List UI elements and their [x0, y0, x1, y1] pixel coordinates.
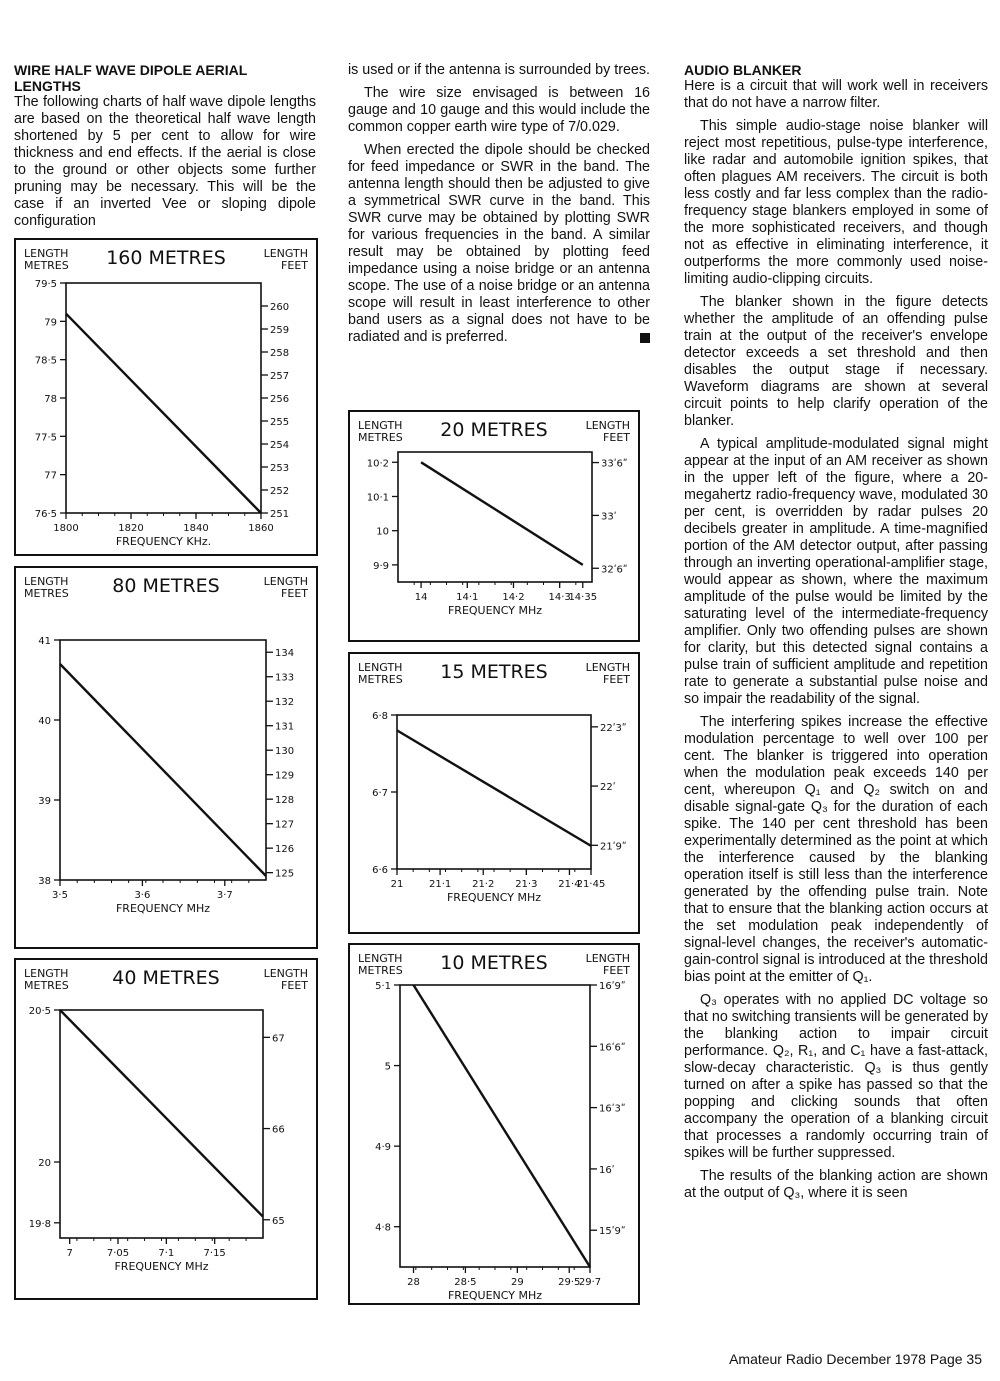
- chart-svg: [350, 412, 638, 640]
- x-tick-label: 28: [407, 1277, 420, 1288]
- chart-svg: [16, 240, 316, 554]
- plot-frame: [398, 452, 592, 582]
- y-tick-label: 39: [38, 796, 51, 807]
- dipole-length-line: [66, 314, 261, 513]
- y-axis-label-line1: LENGTH: [24, 247, 69, 260]
- y-tick-label: 10·2: [366, 458, 389, 470]
- chart-svg: [350, 945, 638, 1303]
- x-tick-label: 29·5: [558, 1277, 581, 1288]
- right-paragraph-3: The blanker shown in the figure detects whether the amplitude of an offending pulse train at the output of the receiver's envelope detector exceeds a set threshold and then disables the output stage if necessary. Waveform diagrams are shown at several circuit points to help clarify operation of the blanker.: [684, 294, 988, 429]
- y-axis-label-line2: METRES: [358, 964, 403, 977]
- y2-tick-label: 21ʹ9ʺ: [600, 841, 627, 853]
- x-axis-label: FREQUENCY MHz: [115, 902, 211, 915]
- x-tick-label: 14·1: [456, 592, 479, 603]
- chart-svg: [350, 654, 638, 932]
- y2-tick-label: 65: [272, 1215, 285, 1227]
- y2-tick-label: 252: [270, 486, 290, 497]
- y2-tick-label: 66: [272, 1124, 285, 1136]
- x-axis-label: FREQUENCY MHz: [447, 604, 543, 617]
- y-tick-label: 79: [44, 317, 57, 329]
- left-column: [14, 62, 316, 236]
- y2-tick-label: 259: [270, 325, 290, 336]
- y2-axis-label-line1: LENGTH: [585, 419, 630, 432]
- y2-tick-label: 128: [275, 795, 295, 807]
- y-tick-label: 19·8: [28, 1218, 51, 1230]
- y-tick-label: 77·5: [34, 432, 57, 444]
- y2-axis-label-line2: FEET: [603, 673, 630, 686]
- y2-tick-label: 134: [275, 648, 295, 660]
- y2-tick-label: 255: [270, 417, 290, 428]
- dipole-length-line: [60, 664, 266, 876]
- y-tick-label: 6·6: [372, 865, 388, 876]
- y-axis-label-line1: LENGTH: [358, 952, 403, 965]
- x-tick-label: 7·1: [158, 1248, 175, 1259]
- plot-frame: [400, 985, 590, 1267]
- middle-paragraph-3: When erected the dipole should be checked for feed impedance or SWR in the band. The antenna length should then be adjusted to give a symmetrical SWR curve in the band. This SWR curve may be obtained by plotting SWR for various frequencies in the band. A similar result may be obtained by plotting feed impedance using a noise bridge or an antenna scope. The use of a noise bridge or an antenna scope will result in least interference to other band users as a signal does not have to be radiated and is preferred.: [348, 142, 650, 345]
- x-tick-label: 3·7: [216, 890, 233, 901]
- chart-20-metres: [348, 410, 640, 642]
- plot-frame: [60, 1010, 263, 1238]
- dipole-length-line: [397, 730, 591, 846]
- right-paragraph-1: Here is a circuit that will work well in receivers that do not have a narrow filter.: [684, 78, 988, 111]
- chart-10-metres: [348, 943, 640, 1305]
- chart-160-metres: [14, 238, 318, 556]
- x-tick-label: 14·2: [502, 592, 525, 603]
- y2-tick-label: 133: [275, 672, 295, 684]
- middle-paragraph-1: is used or if the antenna is surrounded by trees.: [348, 62, 651, 78]
- chart-15-metres: [348, 652, 640, 934]
- y-axis-label-line2: METRES: [358, 431, 403, 444]
- right-paragraph-7: The results of the blanking action are shown at the output of Q₃, where it is seen: [684, 1168, 988, 1201]
- dipole-length-line: [414, 985, 591, 1267]
- y-tick-label: 20: [38, 1158, 51, 1169]
- y-tick-label: 41: [38, 636, 51, 647]
- y2-axis-label-line2: FEET: [603, 431, 630, 444]
- chart-svg: [16, 960, 316, 1298]
- y2-tick-label: 257: [270, 371, 290, 382]
- chart-title: 40 METRES: [112, 967, 220, 989]
- y-tick-label: 77: [44, 470, 57, 482]
- x-tick-label: 1840: [183, 523, 209, 534]
- y-tick-label: 10·1: [366, 492, 389, 504]
- x-tick-label: 21·3: [515, 879, 538, 890]
- y-tick-label: 5·1: [375, 981, 391, 992]
- chart-title: 80 METRES: [112, 575, 220, 597]
- y2-tick-label: 16ʹ3ʺ: [599, 1103, 626, 1115]
- y2-tick-label: 132: [275, 697, 295, 709]
- x-tick-label: 21: [390, 879, 404, 890]
- y2-tick-label: 125: [275, 868, 295, 880]
- y2-tick-label: 254: [270, 440, 290, 451]
- y-axis-label-line1: LENGTH: [358, 661, 403, 674]
- x-tick-label: 21·4: [558, 879, 581, 890]
- y-tick-label: 40: [38, 716, 51, 727]
- dipole-length-line: [421, 462, 583, 565]
- x-tick-label: 14·3: [548, 592, 571, 603]
- y2-tick-label: 22ʹ3ʺ: [600, 722, 627, 734]
- article-heading: WIRE HALF WAVE DIPOLE AERIAL LENGTHS: [14, 62, 248, 94]
- y2-tick-label: 16ʹ6ʺ: [599, 1042, 626, 1054]
- right-paragraph-5: The interfering spikes increase the effective modulation percentage to well over 100 per cent. The blanker is triggered into operation when the modulation peak exceeds 140 per cent, whereupon Q₁ and Q₂ switch on and disable signal-gate Q₃ for the duration of each spike. The 140 per cent threshold has been experimentally determined as the point at which the interference caused by the blanking operation itself is still less than the interference generated by the offending pulse train. Note that to ensure that the blanking action occurs at the set modulation peak independently of signal-level changes, the receiver's automatic-gain-control signal is introduced at the threshold bias point at the emitter of Q₁.: [684, 714, 988, 985]
- y2-axis-label-line1: LENGTH: [585, 952, 630, 965]
- y2-tick-label: 126: [275, 844, 295, 856]
- x-tick-label: 21·45: [576, 879, 606, 890]
- y-axis-label-line2: METRES: [24, 587, 69, 600]
- x-tick-label: 29: [510, 1277, 524, 1288]
- y-tick-label: 9·9: [373, 560, 389, 572]
- plot-frame: [66, 283, 261, 513]
- y-tick-label: 78: [44, 394, 57, 405]
- dipole-length-line: [60, 1010, 263, 1217]
- y-tick-label: 38: [38, 876, 51, 887]
- y2-axis-label-line2: FEET: [281, 587, 308, 600]
- chart-svg: [16, 568, 316, 947]
- y2-tick-label: 256: [270, 394, 290, 405]
- y-tick-label: 76·5: [34, 509, 57, 520]
- y-tick-label: 6·8: [372, 711, 388, 722]
- y-tick-label: 5: [384, 1061, 391, 1073]
- x-tick-label: 29·7: [578, 1277, 602, 1288]
- x-tick-label: 3·5: [52, 890, 68, 901]
- x-tick-label: 1820: [118, 523, 144, 534]
- chart-40-metres: [14, 958, 318, 1300]
- y2-tick-label: 16ʹ9ʺ: [599, 981, 626, 992]
- y-axis-label-line2: METRES: [358, 673, 403, 686]
- y-tick-label: 20·5: [28, 1006, 51, 1017]
- y2-tick-label: 258: [270, 348, 290, 359]
- x-axis-label: FREQUENCY MHz: [447, 1289, 543, 1302]
- x-axis-label: FREQUENCY KHz.: [115, 535, 212, 548]
- y2-axis-label-line2: FEET: [281, 259, 308, 272]
- chart-title: 160 METRES: [106, 247, 226, 269]
- y-axis-label-line2: METRES: [24, 259, 69, 272]
- audio-blanker-heading: AUDIO BLANKER: [684, 62, 802, 78]
- y-axis-label-line1: LENGTH: [358, 419, 403, 432]
- x-tick-label: 1800: [53, 523, 79, 534]
- y-tick-label: 78·5: [34, 355, 57, 367]
- right-paragraph-2: This simple audio-stage noise blanker will reject most repetitious, pulse-type interference, like radar and automobile ignition spikes, that often plagues AM receivers. The circuit is both less costly and far less complex than the radio-frequency stage blankers employed in some of the more sophisticated receivers, and though not as effective in eliminating interference, it outperforms the more commonly used noise-limiting audio-clipping circuits.: [684, 118, 988, 287]
- y2-axis-label-line1: LENGTH: [263, 575, 308, 588]
- chart-title: 15 METRES: [440, 661, 548, 683]
- chart-title: 10 METRES: [440, 952, 548, 974]
- y2-tick-label: 130: [275, 746, 295, 758]
- x-axis-label: FREQUENCY MHz: [446, 891, 542, 904]
- y2-tick-label: 32ʹ6ʺ: [601, 564, 628, 576]
- x-tick-label: 1860: [248, 523, 274, 534]
- x-tick-label: 3·6: [134, 890, 151, 901]
- y2-tick-label: 260: [270, 302, 290, 313]
- x-tick-label: 28·5: [454, 1277, 477, 1288]
- y-axis-label-line1: LENGTH: [24, 575, 69, 588]
- x-tick-label: 7·05: [106, 1248, 130, 1259]
- y2-axis-label-line1: LENGTH: [263, 967, 308, 980]
- chart-title: 20 METRES: [440, 419, 548, 441]
- y-tick-label: 4·9: [375, 1142, 391, 1154]
- chart-80-metres: [14, 566, 318, 949]
- end-of-article-mark: [640, 333, 650, 343]
- intro-paragraph: The following charts of half wave dipole lengths are based on the theoretical half wave length shortened by 5 per cent to allow for wire thickness and end effects. If the aerial is close to the ground or other objects some further pruning may be necessary. This will be the case if an inverted Vee or sloping dipole configuration: [14, 94, 316, 229]
- x-tick-label: 21·1: [428, 879, 452, 890]
- y2-axis-label-line1: LENGTH: [585, 661, 630, 674]
- page-footer: Amateur Radio December 1978 Page 35: [729, 1351, 982, 1367]
- y2-tick-label: 251: [270, 509, 290, 520]
- x-tick-label: 7·15: [203, 1248, 226, 1259]
- x-tick-label: 7: [66, 1248, 73, 1259]
- y2-tick-label: 131: [275, 721, 295, 733]
- y2-tick-label: 67: [272, 1033, 285, 1045]
- y2-tick-label: 129: [275, 770, 295, 782]
- x-axis-label: FREQUENCY MHz: [114, 1260, 209, 1273]
- y-axis-label-line2: METRES: [24, 979, 69, 992]
- y-tick-label: 79·5: [34, 279, 57, 290]
- x-tick-label: 14: [414, 592, 428, 603]
- y2-axis-label-line2: FEET: [603, 964, 630, 977]
- y-tick-label: 6·7: [372, 788, 388, 799]
- x-tick-label: 14·35: [568, 592, 598, 603]
- y2-tick-label: 33ʹ: [601, 511, 617, 523]
- right-paragraph-6: Q₃ operates with no applied DC voltage so that no switching transients will be generated by the blanking action to impair circuit performance. Q₂, R₁, and C₁ have a fast-attack, slow-decay characteristic. Q₃ is thus gently turned on after a spike has passed so that the popping and clicking sounds that often accompany the operation of a blanking circuit that processes a randomly occurring train of spikes will be further suppressed.: [684, 992, 988, 1161]
- plot-frame: [397, 715, 591, 869]
- y-tick-label: 10: [376, 526, 389, 538]
- y2-tick-label: 33ʹ6ʺ: [601, 458, 628, 470]
- y2-axis-label-line2: FEET: [281, 979, 308, 992]
- y2-tick-label: 127: [275, 819, 295, 831]
- right-paragraph-4: A typical amplitude-modulated signal might appear at the input of an AM receiver as shown in the upper left of the figure, where a 20-megahertz radio-frequency wave, modulated 30 per cent, is overridden by radar pulses 20 decibels greater in amplitude. A time-magnified portion of the AM detector output, after passing through an inverting operational-amplifier stage, would appear as shown, where the maximum amplitude of the pulse would be limited by the saturating level of the intermediate-frequency amplifier. Only two offending pulses are shown for clarity, but this detected signal contains a pulse train of sufficient amplitude and repetition rate to generate a substantial pulse noise and so impair the readability of the signal.: [684, 436, 988, 707]
- y2-tick-label: 15ʹ9ʺ: [599, 1226, 626, 1238]
- y2-tick-label: 253: [270, 463, 290, 474]
- y2-tick-label: 22ʹ: [600, 782, 616, 794]
- right-column: [684, 62, 988, 1208]
- y2-axis-label-line1: LENGTH: [263, 247, 308, 260]
- middle-column: [348, 62, 650, 352]
- y-axis-label-line1: LENGTH: [24, 967, 69, 980]
- y2-tick-label: 16ʹ: [599, 1164, 615, 1176]
- y-tick-label: 4·8: [375, 1222, 391, 1234]
- middle-paragraph-2: The wire size envisaged is between 16 gauge and 10 gauge and this would include the common copper earth wire type of 7/0.029.: [348, 85, 650, 135]
- x-tick-label: 21·2: [472, 879, 495, 890]
